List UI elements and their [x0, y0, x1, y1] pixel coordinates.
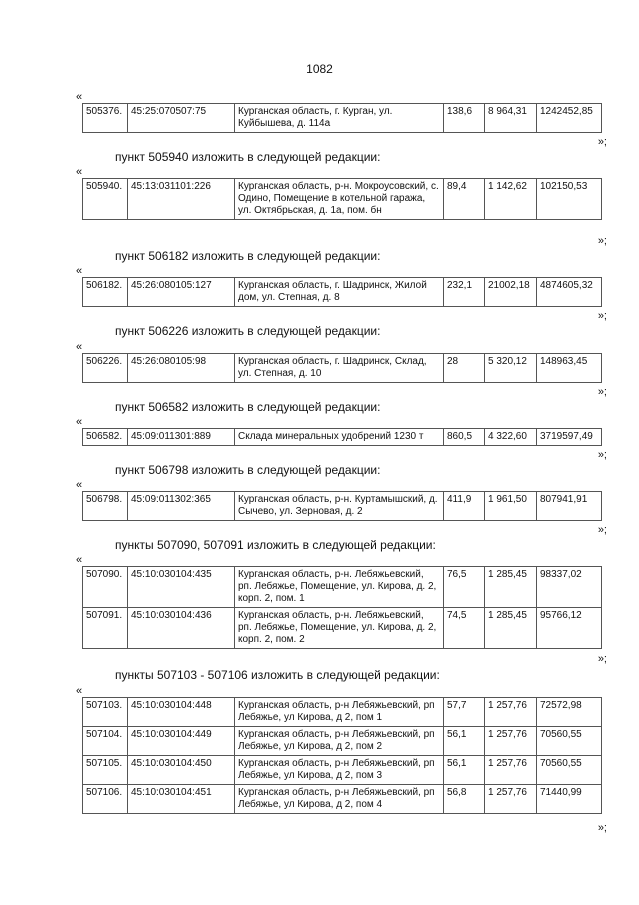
data-table [82, 178, 602, 220]
area: 232,1 [444, 278, 485, 307]
row-number: 507090. [83, 567, 128, 608]
cadastral-value: 72572,98 [537, 698, 602, 727]
close-quote: »; [597, 822, 607, 834]
table-row [83, 608, 602, 649]
table-row [83, 179, 602, 220]
rate: 1 257,76 [485, 785, 537, 814]
data-table [82, 277, 602, 307]
cadastral-value: 4874605,32 [537, 278, 602, 307]
row-number: 507106. [83, 785, 128, 814]
open-quote: « [76, 479, 83, 491]
data-table [82, 353, 602, 383]
rate: 1 257,76 [485, 756, 537, 785]
address: Склада минеральных удобрений 1230 т [235, 429, 444, 446]
table-row [83, 429, 602, 446]
rate: 21002,18 [485, 278, 537, 307]
data-table [82, 697, 602, 814]
row-number: 507091. [83, 608, 128, 649]
cadastral-number: 45:10:030104:449 [128, 727, 235, 756]
data-table [82, 491, 602, 521]
cadastral-number: 45:10:030104:451 [128, 785, 235, 814]
table-row [83, 104, 602, 133]
table-row [83, 278, 602, 307]
cadastral-value: 70560,55 [537, 727, 602, 756]
table-row [83, 492, 602, 521]
cadastral-number: 45:09:011301:889 [128, 429, 235, 446]
area: 56,1 [444, 756, 485, 785]
instruction-505940: пункт 505940 изложить в следующей редакции: [115, 150, 381, 164]
address: Курганская область, р-н. Лебяжьевский, рп. Лебяжье, Помещение, ул. Кирова, д. 2, корп. 2, пом. 1 [235, 567, 444, 608]
cadastral-number: 45:26:080105:127 [128, 278, 235, 307]
table-row [83, 698, 602, 727]
instruction-506182: пункт 506182 изложить в следующей редакции: [115, 249, 381, 263]
rate: 1 961,50 [485, 492, 537, 521]
cadastral-value: 71440,99 [537, 785, 602, 814]
open-quote: « [76, 166, 83, 178]
rate: 1 257,76 [485, 698, 537, 727]
instruction-506798: пункт 506798 изложить в следующей редакции: [115, 463, 381, 477]
area: 56,1 [444, 727, 485, 756]
close-quote: »; [597, 449, 607, 461]
row-number: 507103. [83, 698, 128, 727]
cadastral-number: 45:10:030104:435 [128, 567, 235, 608]
address: Курганская область, г. Шадринск, Жилой дом, ул. Степная, д. 8 [235, 278, 444, 307]
address: Курганская область, р-н Лебяжьевский, рп Лебяжье, ул Кирова, д 2, пом 2 [235, 727, 444, 756]
close-quote: »; [597, 653, 607, 665]
row-number: 507104. [83, 727, 128, 756]
cadastral-number: 45:26:080105:98 [128, 354, 235, 383]
close-quote: »; [597, 235, 607, 247]
cadastral-value: 95766,12 [537, 608, 602, 649]
cadastral-number: 45:13:031101:226 [128, 179, 235, 220]
cadastral-value: 3719597,49 [537, 429, 602, 446]
area: 89,4 [444, 179, 485, 220]
area: 56,8 [444, 785, 485, 814]
rate: 4 322,60 [485, 429, 537, 446]
address: Курганская область, р-н Лебяжьевский, рп Лебяжье, ул Кирова, д 2, пом 1 [235, 698, 444, 727]
table-row [83, 354, 602, 383]
address: Курганская область, г. Курган, ул. Куйбышева, д. 114а [235, 104, 444, 133]
cadastral-value: 70560,55 [537, 756, 602, 785]
close-quote: »; [597, 136, 607, 148]
address: Курганская область, р-н. Лебяжьевский, рп. Лебяжье, Помещение, ул. Кирова, д. 2, корп. 2, пом. 2 [235, 608, 444, 649]
address: Курганская область, р-н Лебяжьевский, рп Лебяжье, ул Кирова, д 2, пом 3 [235, 756, 444, 785]
instruction-506582: пункт 506582 изложить в следующей редакции: [115, 400, 381, 414]
cadastral-value: 1242452,85 [537, 104, 602, 133]
rate: 1 257,76 [485, 727, 537, 756]
open-quote: « [76, 91, 83, 103]
instruction-507090-507091: пункты 507090, 507091 изложить в следующей редакции: [115, 538, 436, 552]
area: 74,5 [444, 608, 485, 649]
row-number: 506182. [83, 278, 128, 307]
area: 76,5 [444, 567, 485, 608]
address: Курганская область, г. Шадринск, Склад, ул. Степная, д. 10 [235, 354, 444, 383]
open-quote: « [76, 265, 83, 277]
cadastral-number: 45:10:030104:448 [128, 698, 235, 727]
cadastral-value: 807941,91 [537, 492, 602, 521]
table-row [83, 756, 602, 785]
rate: 1 285,45 [485, 608, 537, 649]
open-quote: « [76, 341, 83, 353]
row-number: 506226. [83, 354, 128, 383]
data-table [82, 428, 602, 446]
area: 860,5 [444, 429, 485, 446]
table-row [83, 785, 602, 814]
page-number: 1082 [306, 62, 333, 76]
row-number: 506582. [83, 429, 128, 446]
cadastral-number: 45:25:070507:75 [128, 104, 235, 133]
area: 57,7 [444, 698, 485, 727]
rate: 8 964,31 [485, 104, 537, 133]
cadastral-value: 148963,45 [537, 354, 602, 383]
address: Курганская область, р-н. Куртамышский, д. Сычево, ул. Зерновая, д. 2 [235, 492, 444, 521]
data-table [82, 103, 602, 133]
cadastral-number: 45:10:030104:436 [128, 608, 235, 649]
close-quote: »; [597, 524, 607, 536]
cadastral-value: 102150,53 [537, 179, 602, 220]
cadastral-number: 45:09:011302:365 [128, 492, 235, 521]
area: 138,6 [444, 104, 485, 133]
cadastral-value: 98337,02 [537, 567, 602, 608]
close-quote: »; [597, 310, 607, 322]
table-row [83, 727, 602, 756]
row-number: 505376. [83, 104, 128, 133]
address: Курганская область, р-н Лебяжьевский, рп Лебяжье, ул Кирова, д 2, пом 4 [235, 785, 444, 814]
open-quote: « [76, 685, 83, 697]
instruction-507103-507106: пункты 507103 - 507106 изложить в следующей редакции: [115, 668, 440, 682]
cadastral-number: 45:10:030104:450 [128, 756, 235, 785]
open-quote: « [76, 416, 83, 428]
close-quote: »; [597, 386, 607, 398]
area: 411,9 [444, 492, 485, 521]
rate: 5 320,12 [485, 354, 537, 383]
row-number: 505940. [83, 179, 128, 220]
area: 28 [444, 354, 485, 383]
row-number: 507105. [83, 756, 128, 785]
table-row [83, 567, 602, 608]
data-table [82, 566, 602, 649]
address: Курганская область, р-н. Мокроусовский, с. Одино, Помещение в котельной гаража, ул. Октябрьская, д. 1а, пом. бн [235, 179, 444, 220]
instruction-506226: пункт 506226 изложить в следующей редакции: [115, 324, 381, 338]
row-number: 506798. [83, 492, 128, 521]
open-quote: « [76, 554, 83, 566]
rate: 1 142,62 [485, 179, 537, 220]
rate: 1 285,45 [485, 567, 537, 608]
